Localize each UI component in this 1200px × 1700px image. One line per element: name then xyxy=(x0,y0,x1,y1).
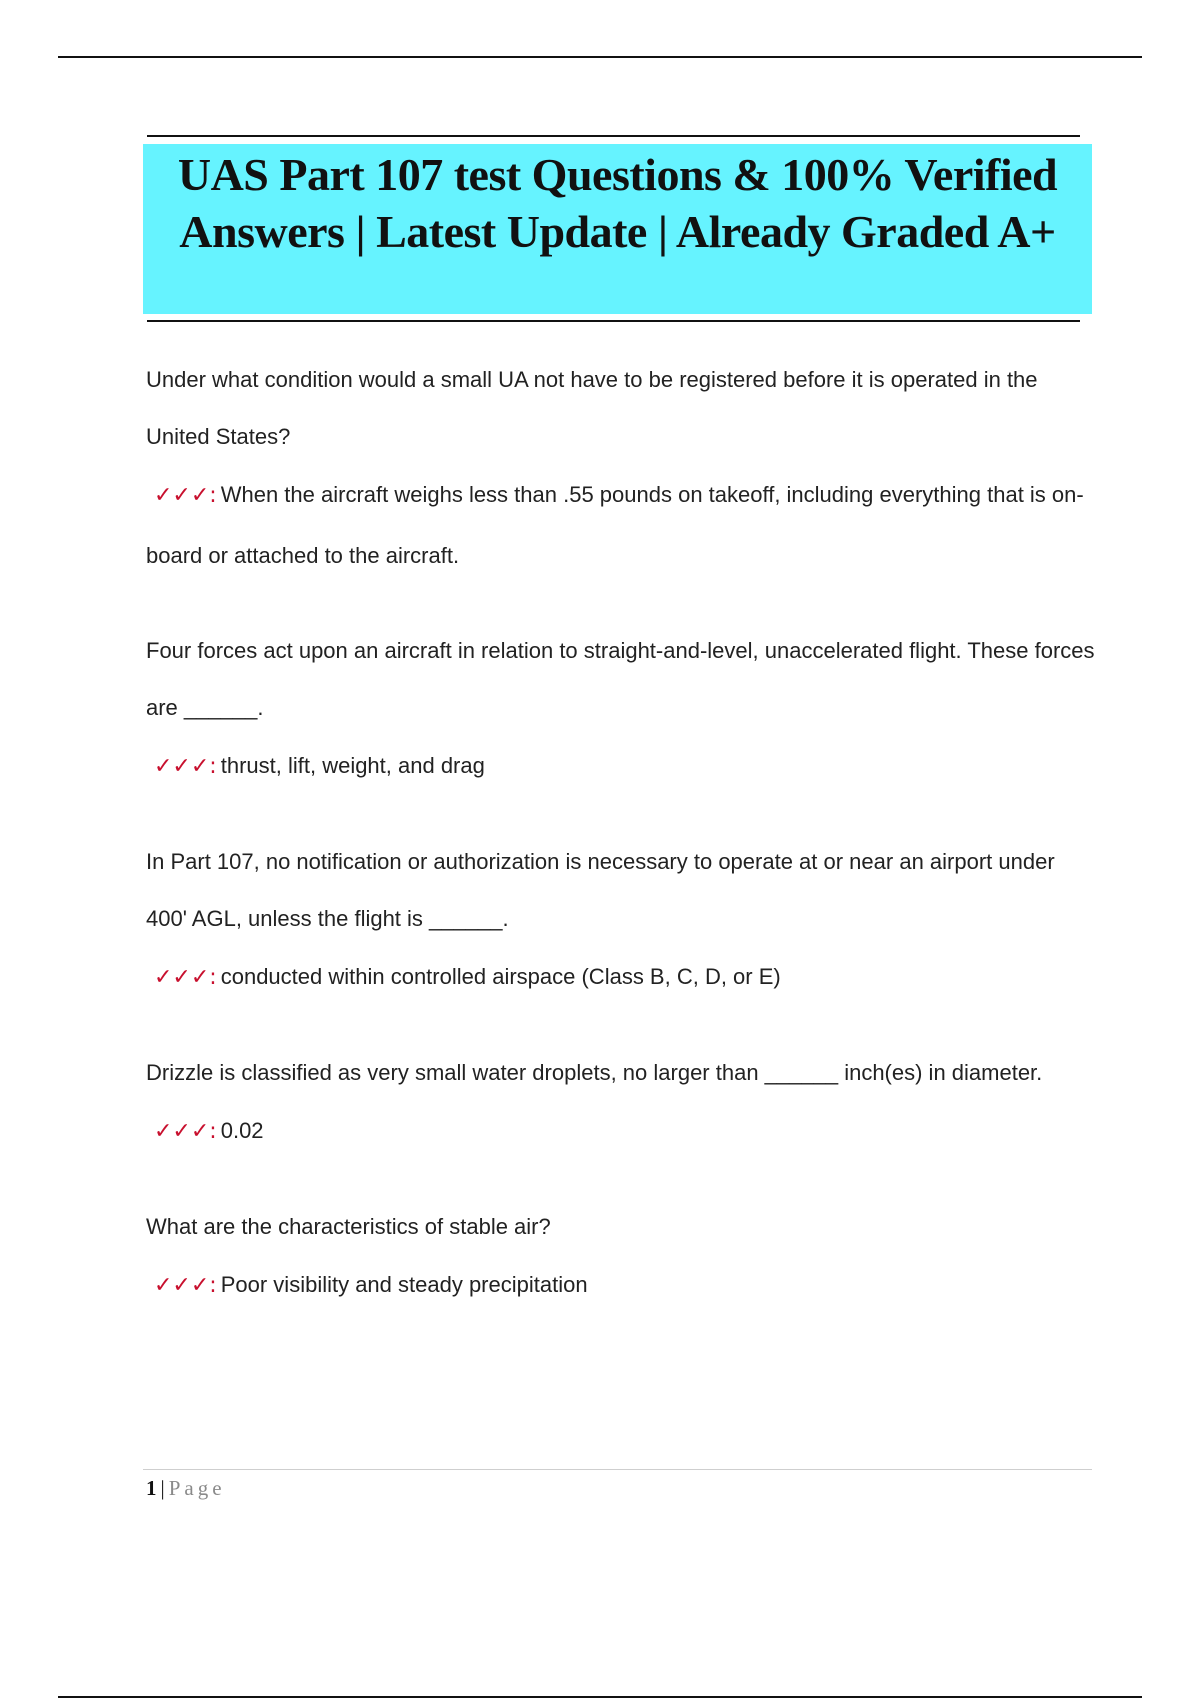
qa-item xyxy=(146,1198,1096,1316)
answer-text: When the aircraft weighs less than .55 pounds on takeoff, including everything that is on-board or attached to the aircraft. xyxy=(146,482,1084,568)
question-text: Four forces act upon an aircraft in relation to straight-and-level, unaccelerated flight. These forces are ______. xyxy=(146,638,1095,720)
qa-item xyxy=(146,622,1096,797)
footer-rule xyxy=(143,1469,1092,1470)
checkmark-icon: ✓✓✓: xyxy=(154,1119,217,1144)
page-title-line-2: Answers | Latest Update | Already Graded A+ xyxy=(179,206,1056,257)
qa-list xyxy=(146,362,1096,1363)
answer-text: thrust, lift, weight, and drag xyxy=(220,753,485,778)
qa-item xyxy=(146,351,1096,586)
answer-row xyxy=(146,465,1096,586)
checkmark-icon: ✓✓✓: xyxy=(154,483,217,508)
page-footer xyxy=(146,1473,226,1503)
question-text: Under what condition would a small UA not have to be registered before it is operated in the United States? xyxy=(146,367,1038,449)
title-bottom-rule xyxy=(147,320,1080,322)
answer-row xyxy=(146,947,1096,1008)
question-text: Drizzle is classified as very small water droplets, no larger than ______ inch(es) in diameter. xyxy=(146,1060,1043,1085)
qa-item xyxy=(146,1044,1096,1162)
answer-text: conducted within controlled airspace (Class B, C, D, or E) xyxy=(220,964,781,989)
answer-row xyxy=(146,1101,1096,1162)
checkmark-icon: ✓✓✓: xyxy=(154,1273,217,1298)
question-text: What are the characteristics of stable air? xyxy=(146,1214,551,1239)
page-bottom-rule xyxy=(58,1696,1142,1698)
answer-row xyxy=(146,1255,1096,1316)
page-label: Page xyxy=(168,1476,226,1500)
checkmark-icon: ✓✓✓: xyxy=(154,965,217,990)
answer-text: 0.02 xyxy=(220,1118,264,1143)
page-number: 1 xyxy=(146,1476,157,1500)
checkmark-icon: ✓✓✓: xyxy=(154,754,217,779)
answer-text: Poor visibility and steady precipitation xyxy=(220,1272,588,1297)
page-top-rule xyxy=(58,56,1142,58)
title-banner xyxy=(143,144,1092,314)
qa-item xyxy=(146,833,1096,1008)
page-title-line-1: UAS Part 107 test Questions & 100% Verified xyxy=(177,149,1058,200)
footer-separator: | xyxy=(160,1476,165,1500)
title-top-rule xyxy=(147,135,1080,137)
answer-row xyxy=(146,736,1096,797)
question-text: In Part 107, no notification or authorization is necessary to operate at or near an airport under 400' AGL, unless the flight is ______. xyxy=(146,849,1055,931)
